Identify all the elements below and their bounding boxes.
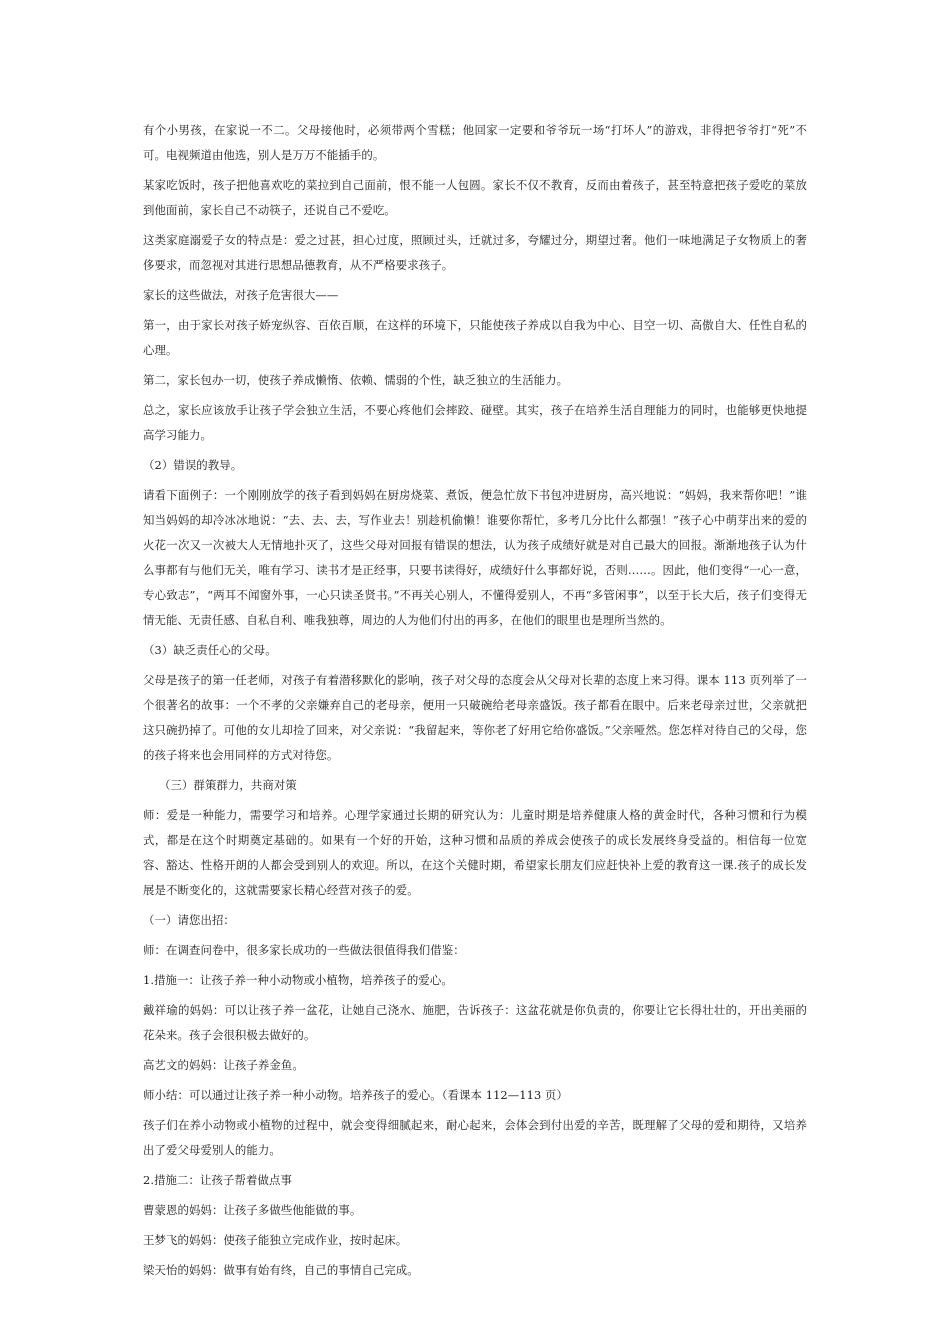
paragraph-22: 曹蒙恩的妈妈：让孩子多做些他能做的事。	[143, 1203, 362, 1217]
measure-one-heading: 1.措施一：让孩子养一种小动物或小植物，培养孩子的爱心。	[143, 973, 453, 987]
paragraph-23: 王梦飞的妈妈：使孩子能独立完成作业，按时起床。	[143, 1233, 408, 1247]
paragraph-15: 师：在调查问卷中，很多家长成功的一些做法很值得我们借鉴：	[143, 943, 465, 957]
paragraph-9: 请看下面例子：一个刚刚放学的孩子看到妈妈在厨房烧菜、煮饭，便急忙放下书包冲进厨房，高兴地说：“妈妈，我来帮你吧！”谁知当妈妈的却冷冰冰地说：“去、去、去，写作业去！别趁机偷懒！谁要你帮忙，多考几分比什么都强！”孩子心中萌芽出来的爱的火花一次又一次被大人无情地扑灭了，这些父母对回报有错误的想法，认为孩子成绩好就是对自己最大的回报。渐渐地孩子认为什么事都有与他们无关，唯有学习、读书才是正经事，只要书读得好，成绩好什么事都好说，否则……。因此，他们变得“一心一意，专心致志”，“两耳不闻窗外事，一心只读圣贤书。”不再关心别人，不懂得爱别人，不再“多管闲事”，以至于长大后，孩子们变得无情无能、无责任感、自私自利、唯我独尊，周边的人为他们付出的再多，在他们的眼里也是理所当然的。	[143, 488, 807, 627]
paragraph-4: 家长的这些做法，对孩子危害很大——	[143, 288, 339, 302]
section-heading-3: （3）缺乏责任心的父母。	[143, 643, 277, 657]
paragraph-5: 第一，由于家长对孩子娇宠纵容、百依百顺，在这样的环境下，只能使孩子养成以自我为中心、目空一切、高傲自大、任性自私的心理。	[143, 318, 807, 357]
paragraph-2: 某家吃饭时，孩子把他喜欢吃的菜拉到自己面前，恨不能一人包圆。家长不仅不教育，反而由着孩子，甚至特意把孩子爱吃的菜放到他面前，家长自己不动筷子，还说自己不爱吃。	[143, 178, 807, 217]
section-heading-one: （一）请您出招：	[143, 913, 235, 927]
measure-two-heading: 2.措施二：让孩子帮着做点事	[143, 1173, 292, 1187]
paragraph-7: 总之，家长应该放手让孩子学会独立生活，不要心疼他们会摔跤、碰壁。其实，孩子在培养生活自理能力的同时，也能够更快地提高学习能力。	[143, 403, 807, 442]
paragraph-13: 师：爱是一种能力，需要学习和培养。心理学家通过长期的研究认为：儿童时期是培养健康人格的黄金时代，各种习惯和行为模式，都是在这个时期奠定基础的。如果有一个好的开始，这种习惯和品质的养成会使孩子的成长发展终身受益的。相信每一位宽容、豁达、性格开朗的人都会受到别人的欢迎。所以，在这个关健时期，希望家长朋友们应赶快补上爱的教育这一课.孩子的成长发展是不断变化的，这就需要家长精心经营对孩子的爱。	[143, 808, 807, 897]
paragraph-3: 这类家庭溺爱子女的特点是：爱之过甚，担心过度，照顾过头，迁就过多，夸耀过分，期望过奢。他们一味地满足子女物质上的奢侈要求，而忽视对其进行思想品德教育，从不严格要求孩子。	[143, 233, 807, 272]
paragraph-6: 第二，家长包办一切，使孩子养成懒惰、依赖、懦弱的个性，缺乏独立的生活能力。	[143, 373, 569, 387]
document-page	[143, 118, 807, 1288]
paragraph-17: 戴祥瑜的妈妈：可以让孩子养一盆花，让她自己浇水、施肥，告诉孩子：这盆花就是你负责的，你要让它长得壮壮的，开出美丽的花朵来。孩子会很积极去做好的。	[143, 1003, 807, 1042]
paragraph-19: 师小结：可以通过让孩子养一种小动物。培养孩子的爱心。（看课本 112—113 页）	[143, 1088, 569, 1102]
paragraph-11: 父母是孩子的第一任老师，对孩子有着潜移默化的影响，孩子对父母的态度会从父母对长辈的态度上来习得。课本 113 页列举了一个很著名的故事：一个不孝的父亲嫌弃自己的老母亲，便用一只破碗给老母亲盛饭。孩子都看在眼中。后来老母亲过世，父亲就把这只碗扔掉了。可他的女儿却捡了回来，对父亲说：“我留起来，等你老了好用它给你盛饭。”父亲哑然。您怎样对待自己的父母，您的孩子将来也会用同样的方式对待您。	[143, 673, 807, 762]
paragraph-24: 梁天怡的妈妈：做事有始有终，自己的事情自己完成。	[143, 1263, 419, 1277]
paragraph-20: 孩子们在养小动物或小植物的过程中，就会变得细腻起来，耐心起来，会体会到付出爱的辛苦，既理解了父母的爱和期待，又培养出了爱父母爱别人的能力。	[143, 1118, 807, 1157]
paragraph-1: 有个小男孩，在家说一不二。父母接他时，必须带两个雪糕；他回家一定要和爷爷玩一场“打坏人”的游戏，非得把爷爷打“死”不可。电视频道由他选，别人是万万不能插手的。	[143, 123, 807, 162]
section-heading-part-three: （三）群策群力，共商对策	[159, 778, 297, 792]
section-heading-2: （2）错误的教导。	[143, 458, 243, 472]
paragraph-18: 高艺文的妈妈：让孩子养金鱼。	[143, 1058, 304, 1072]
